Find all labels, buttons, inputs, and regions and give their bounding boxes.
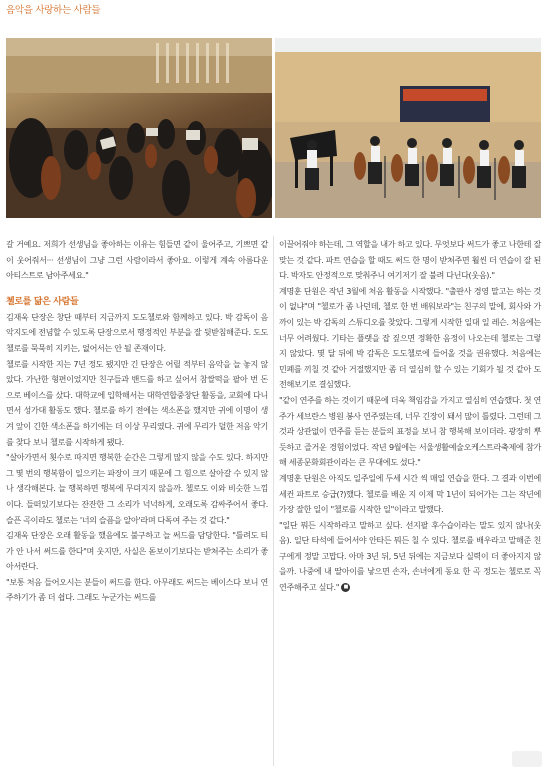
paragraph: 계명훈 단원은 작년 3월에 처음 활동을 시작했다. "출판사 경영 말고는 하는 것이 없냐"며 "첼로가 좀 나던데, 첼로 한 번 배워보라"는 친구의 말에, 회사와 가까이 있는 박 감독의 스튜디오를 찾았다. 그렇게 시작한 일대 일 레슨. 처음에는 너무 어려웠다. 기타는 플랫을 잡 짚으면 정확한 음정이 나오는데 첼로는 그렇지 않았다. 몇 달 뒤에 박 감독은 도도첼로에 들어올 것을 권유했다. 처음에는 민폐를 끼칠 것 같아 거절했지만 좀 더 열심히 할 수 있는 기회가 될 것 같아 도전해보기로 결심했다.	[279, 285, 541, 390]
paragraph: 계명훈 단원은 아직도 일주일에 두세 시간 씩 매일 연습을 한다. 그 결과 이번에 세컨 파트로 승급(?)했다. 첼로를 배운 지 이제 막 1년이 되어가는 그는 작년에 가장 잘한 일이 "첼로를 시작한 일"이라고 말했다.	[279, 472, 541, 515]
article-column-left	[6, 237, 268, 606]
paragraph: 첼로를 시작한 지는 7년 정도 됐지만 긴 단장은 어릴 적부터 음악을 늘 놓지 않았다. 가난한 형편이었지만 친구들과 밴드를 하고 싶어서 참쌀떡을 팔아 번 돈으로 베이스를 샀다. 대학교에 입학해서는 대학연합중창단 활동을, 교회에 다니면서 성가대 활동도 했다. 첼로를 하기 전에는 색소폰을 했지만 귀에 이명이 생겨 앞이 긴한 색소폰을 하기에는 더 이상 무리였다. 귀에 무리가 덜한 저음 악기를 찾다 보니 첼로를 시작하게 됐다.	[6, 358, 268, 447]
section-tag: 음악을 사랑하는 사람들	[6, 5, 101, 16]
paragraph: 김재욱 단장은 창단 때부터 지금까지 도도첼로와 함께하고 있다. 박 감독이 음악지도에 전념할 수 있도록 단장으로서 행정적인 부분을 잘 뒷받침해준다. 도도첼로를 묵묵히 지키는, 없어서는 안 될 존재이다.	[6, 311, 268, 353]
paragraph: "같이 연주를 하는 것이기 때문에 더욱 책임감을 가지고 열심히 연습했다. 첫 연주가 세브란스 병원 봉사 연주였는데, 너무 긴장이 돼서 많이 틀렸다. 그런데 그것과 상관없이 연주를 듣는 분들의 표정을 보니 참 행복해 보이더라. 광장히 뿌듯하고 즐거운 경험이었다. 작년 9월에는 서울생활예술오케스트라축제에 참가해 세종문화회관이라는 큰 무대에도 섰다."	[279, 394, 541, 468]
paragraph: "보통 처음 들어오시는 분들이 써드를 한다. 아무래도 써드는 베이스다 보니 연주하기가 좀 더 쉽다. 그래도 누군가는 써드를	[6, 576, 268, 603]
paragraph: 이끌어줘야 하는데, 그 역할을 내가 하고 있다. 무엇보다 써드가 좋고 나한테 잘 맞는 것 같다. 파트 연습을 할 때도 써드 한 명이 받쳐주면 훨씬 더 연습이 잘 된다. 박자도 안정적으로 맞춰주니 여기저기 잘 불려 다닌다(웃음)."	[279, 239, 541, 281]
page-corner-mark	[512, 751, 542, 767]
ensemble-concert-photo	[275, 38, 541, 218]
paragraph: 김재욱 단장은 오래 활동을 했음에도 불구하고 늘 써드를 담당한다. "틀려도 티가 안 나서 써드를 한다"며 웃지만, 사실은 돋보이기보다는 받쳐주는 소리가 좋아서란다.	[6, 530, 268, 572]
section-subheading: 첼로를 닮은 사람들	[6, 296, 79, 307]
orchestra-rehearsal-photo	[6, 38, 272, 218]
article-column-right	[279, 237, 541, 596]
paragraph-text: "일단 뭐든 시작하라고 말하고 싶다. 선지팔 후수습이라는 말도 있지 않나(웃음). 일단 타석에 들어서야 안타든 뭐든 칠 수 있다. 첼로를 배우라고 말해준 친구에게 정말 고맙다. 아마 3년 뒤, 5년 뒤에는 지금보다 실력이 더 좋아지지 않을까. 나중에 내 딸아이를 낳으면 손자, 손녀에게 동요 한 곡 정도는 첼로로 꼭 연주해주고 싶다."	[279, 519, 541, 593]
paragraph	[279, 518, 541, 596]
ensemble-concert-illustration	[275, 38, 541, 218]
column-divider	[273, 236, 274, 766]
paragraph: 갈 거예요. 저희가 선생님을 좋아하는 이유는 힘들면 같이 울어주고, 기쁘면 같이 웃어줘서··· 선생님이 그냥 그런 사람이라서 좋아요. 이렇게 계속 아름다운 아티스트로 남아주세요."	[6, 239, 268, 281]
end-mark-icon: ■	[341, 583, 350, 592]
orchestra-rehearsal-illustration	[6, 38, 272, 218]
paragraph: "살아가면서 횟수로 따지면 행복한 순간은 그렇게 많지 않을 수도 있다. 하지만 그 몇 번의 행복함이 일으키는 파장이 크기 때문에 그 힘으로 살아갈 수 있지 않나 생각해본다. 늘 행복하면 행복에 무뎌지지 않을까. 첼로도 이와 비슷한 느낌이다. 들떠있기보다는 잔잔한 그 소리가 넉넉하게, 오래도록 감싸주어서 좋다. 슬픈 곡이라도 첼로는 '너의 슬픔을 알아'라며 다독여 주는 것 같다."	[6, 452, 268, 525]
